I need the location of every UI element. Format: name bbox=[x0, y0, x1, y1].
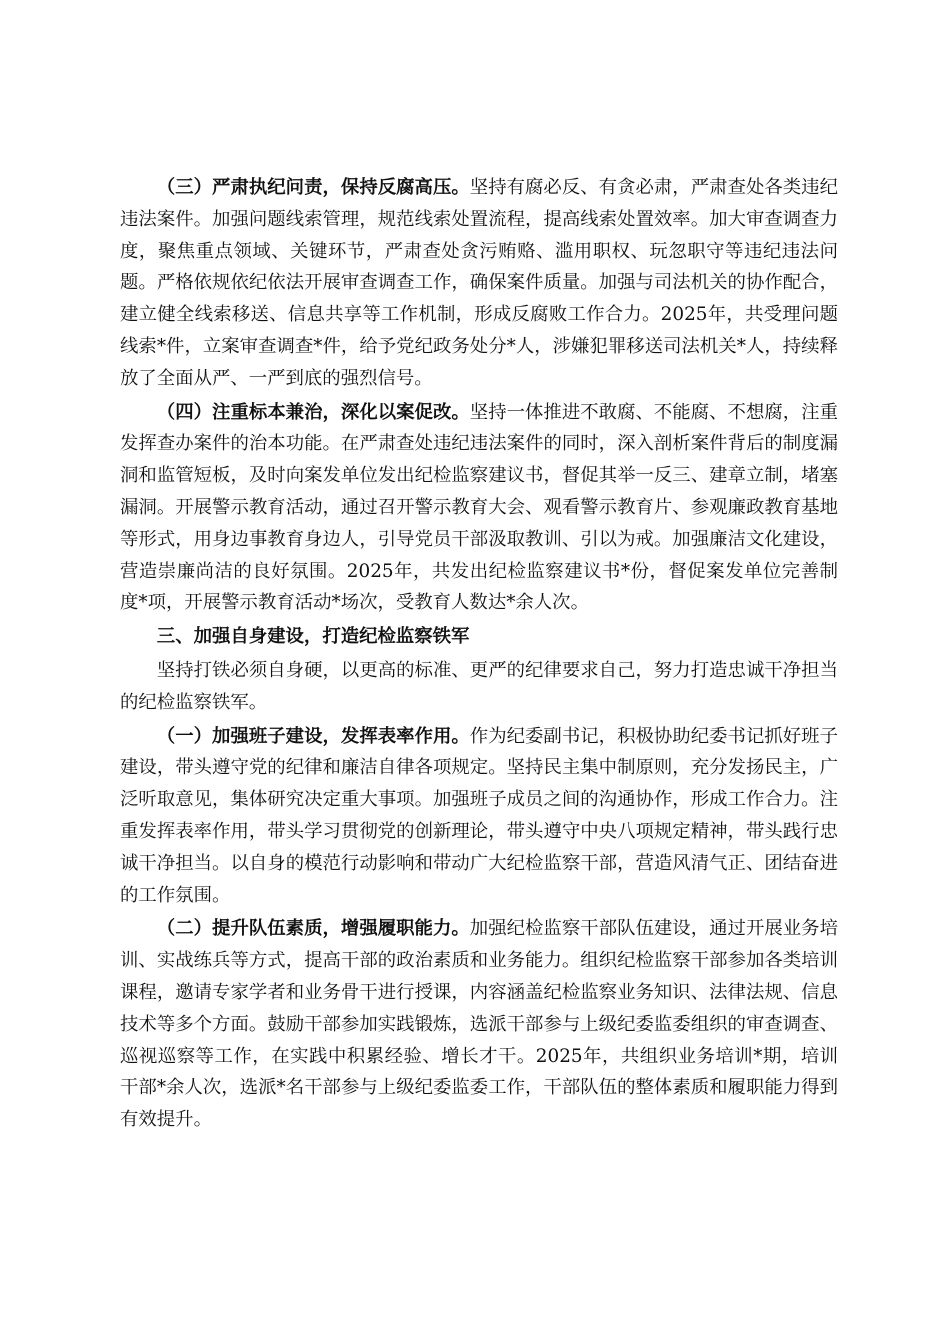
paragraph-body: 坚持一体推进不敢腐、不能腐、不想腐，注重发挥查办案件的治本功能。在严肃查处违纪违法案件的同时，深入剖析案件背后的制度漏洞和监管短板，及时向案发单位发出纪检监察建议书，督促其举一反三、建章立制，堵塞漏洞。开展警示教育活动，通过召开警示教育大会、观看警示教育片、参观廉政教育基地等形式，用身边事教育身边人，引导党员干部汲取教训、引以为戒。加强廉洁文化建设，营造崇廉尚洁的良好氛围。2025年，共发出纪检监察建议书*份，督促案发单位完善制度*项，开展警示教育活动*场次，受教育人数达*余人次。 bbox=[120, 401, 838, 614]
paragraph-body: 坚持有腐必反、有贪必肃，严肃查处各类违纪违法案件。加强问题线索管理，规范线索处置流程，提高线索处置效率。加大审查调查力度，聚焦重点领域、关键环节，严肃查处贪污贿赂、滥用职权、玩忽职守等违纪违法问题。严格依规依纪依法开展审查调查工作，确保案件质量。加强与司法机关的协作配合，建立健全线索移送、信息共享等工作机制，形成反腐败工作合力。2025年，共受理问题线索*件，立案审查调查*件，给予党纪政务处分*人，涉嫌犯罪移送司法机关*人，持续释放了全面从严、一严到底的强烈信号。 bbox=[120, 177, 838, 389]
paragraph-leadership bbox=[120, 721, 838, 912]
paragraph-body: 作为纪委副书记，积极协助纪委书记抓好班子建设，带头遵守党的纪律和廉洁自律各项规定。坚持民主集中制原则，充分发扬民主，广泛听取意见，集体研究决定重大事项。加强班子成员之间的沟通协作，形成工作合力。注重发挥表率作用，带头学习贯彻党的创新理论，带头遵守中央八项规定精神，带头践行忠诚干净担当。以自身的模范行动影响和带动广大纪检监察干部，营造风清气正、团结奋进的工作氛围。 bbox=[120, 725, 838, 906]
paragraph-strict-discipline bbox=[120, 172, 838, 395]
document-page bbox=[120, 172, 838, 1136]
section-intro: 坚持打铁必须自身硬，以更高的标准、更严的纪律要求自己，努力打造忠诚干净担当的纪检监察铁军。 bbox=[120, 659, 838, 713]
paragraph-team-quality bbox=[120, 913, 838, 1136]
paragraph-heading: （一）加强班子建设，发挥表率作用。 bbox=[156, 725, 470, 747]
paragraph-root-causes bbox=[120, 397, 838, 620]
paragraph-heading: （二）提升队伍素质，增强履职能力。 bbox=[156, 918, 470, 940]
section-heading: 三、加强自身建设，打造纪检监察铁军 bbox=[156, 626, 470, 648]
paragraph-heading: （四）注重标本兼治，深化以案促改。 bbox=[156, 401, 470, 423]
paragraph-body: 加强纪检监察干部队伍建设，通过开展业务培训、实战练兵等方式，提高干部的政治素质和业务能力。组织纪检监察干部参加各类培训课程，邀请专家学者和业务骨干进行授课，内容涵盖纪检监察业务知识、法律法规、信息技术等多个方面。鼓励干部参加实践锻炼，选派干部参与上级纪委监委组织的审查调查、巡视巡察等工作，在实践中积累经验、增长才干。2025年，共组织业务培训*期，培训干部*余人次，选派*名干部参与上级纪委监委工作，干部队伍的整体素质和履职能力得到有效提升。 bbox=[120, 918, 838, 1131]
paragraph-heading: （三）严肃执纪问责，保持反腐高压。 bbox=[156, 177, 470, 198]
